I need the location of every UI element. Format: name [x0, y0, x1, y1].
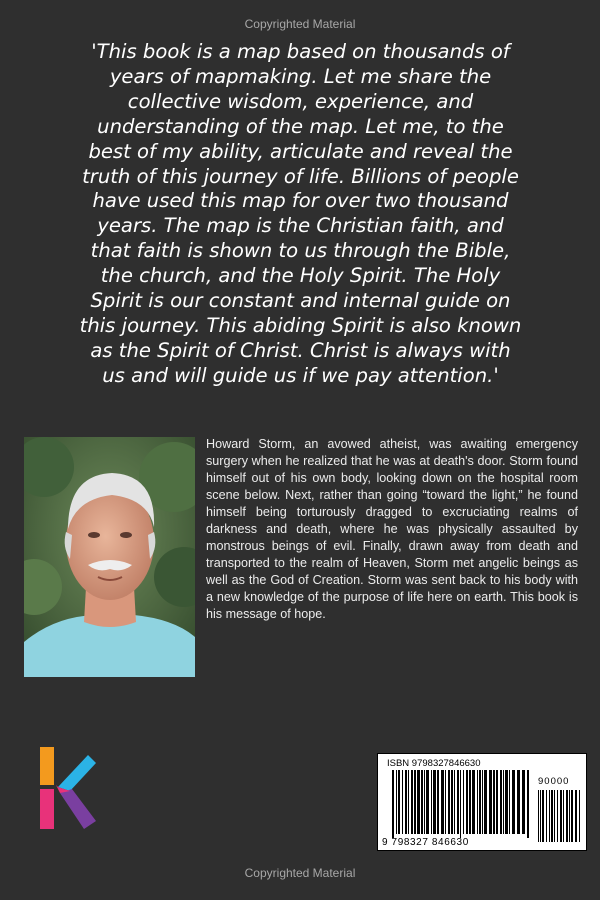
- ean-digits: 9 798327 846630: [382, 837, 469, 848]
- quote-line: Spirit is our constant and internal guide on: [90, 289, 511, 313]
- back-cover-quote: [28, 40, 573, 389]
- publisher-logo: [38, 745, 98, 835]
- quote-line: the church, and the Holy Spirit. The Holy: [100, 264, 501, 288]
- watermark-top: Copyrighted Material: [244, 17, 356, 31]
- isbn-barcode: [377, 753, 587, 851]
- watermark-bottom: Copyrighted Material: [244, 866, 356, 880]
- author-photo: [24, 437, 195, 677]
- quote-line: that faith is shown to us through the Bible,: [90, 239, 511, 263]
- quote-line: years of mapmaking. Let me share the: [109, 64, 492, 88]
- quote-line: understanding of the map. Let me, to the: [97, 114, 504, 138]
- quote-line: collective wisdom, experience, and: [127, 89, 474, 113]
- quote-line: best of my ability, articulate and reveal the: [88, 139, 513, 163]
- quote-line: have used this map for over two thousand: [92, 189, 509, 213]
- quote-line: truth of this journey of life. Billions of people: [82, 164, 519, 188]
- quote-line: as the Spirit of Christ. Christ is always with: [90, 338, 511, 362]
- quote-line: this journey. This abiding Spirit is also known: [79, 313, 522, 337]
- price-code: 90000: [538, 776, 570, 787]
- quote-line: years. The map is the Christian faith, and: [97, 214, 504, 238]
- quote-line: us and will guide us if we pay attention.': [102, 363, 499, 387]
- isbn-label: ISBN 9798327846630: [387, 758, 481, 769]
- author-bio: Howard Storm, an avowed atheist, was awaiting emergency surgery when he realized that he was at death's door. Storm found himself out of his own body, looking down on the hospital room scene below. Next, rather than going “toward the light,” he found himself being torturously dragged to excruciating realms of darkness and death, where he was physically assaulted by monstrous beings of evil. Finally, drawn away from death and transported to the realm of Heaven, Storm met angelic beings as well as the God of Creation. Storm was sent back to his body with a new knowledge of the purpose of life here on earth. This book is his message of hope.: [206, 437, 578, 621]
- quote-line: 'This book is a map based on thousands of: [91, 40, 510, 63]
